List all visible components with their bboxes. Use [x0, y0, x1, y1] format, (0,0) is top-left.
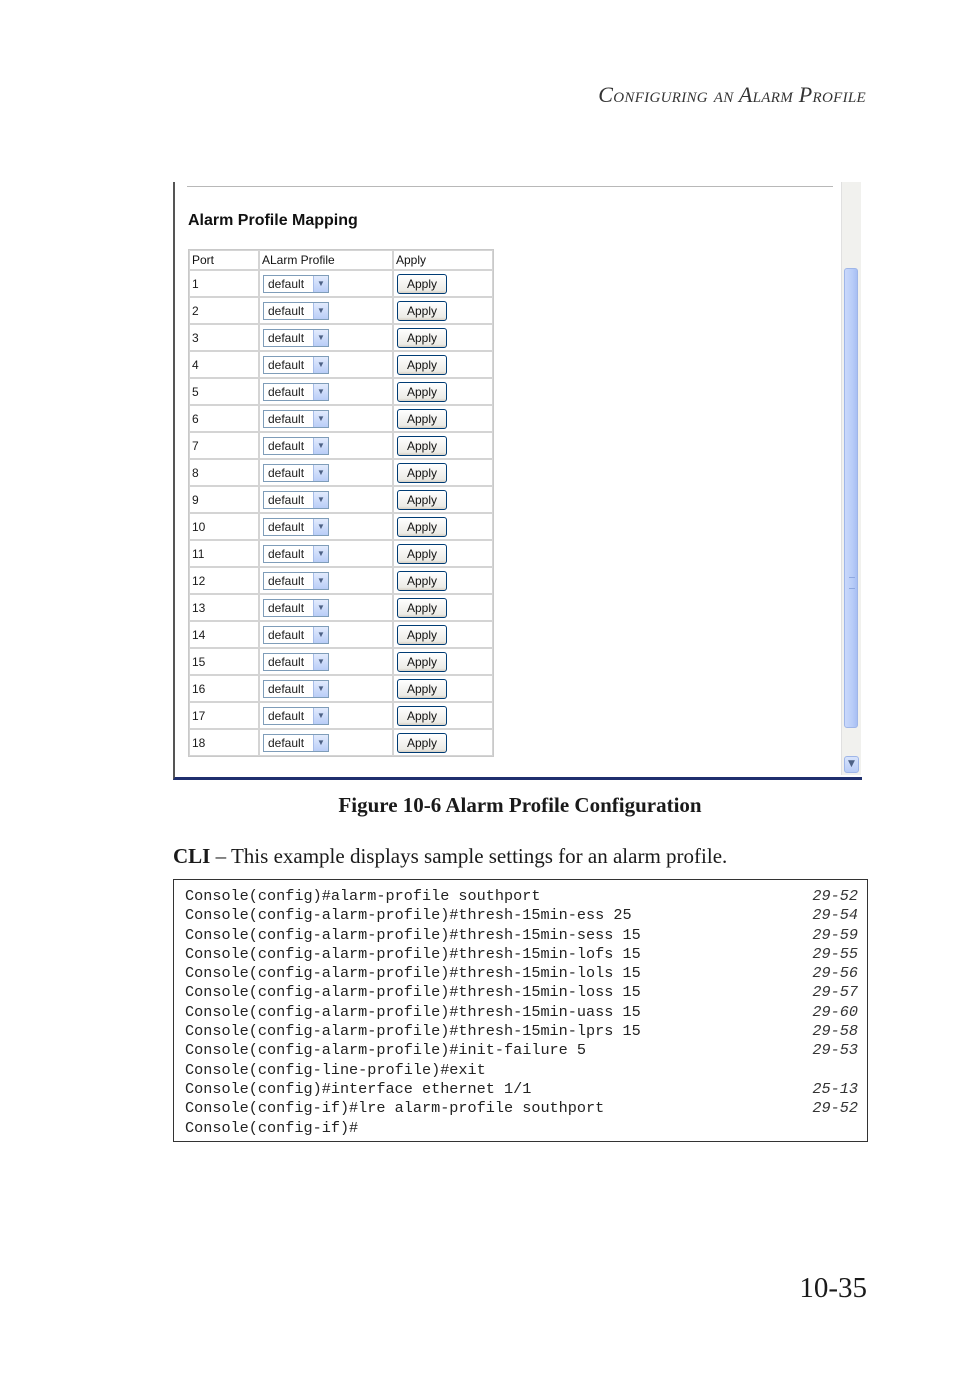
chevron-down-icon[interactable]: ▼	[313, 357, 328, 373]
apply-cell	[393, 486, 493, 513]
apply-cell	[393, 594, 493, 621]
table-row	[189, 378, 493, 405]
port-cell: 6	[189, 405, 259, 432]
alarm-profile-value: default	[268, 276, 305, 291]
alarm-profile-cell	[259, 702, 393, 729]
alarm-profile-value: default	[268, 492, 305, 507]
alarm-profile-cell	[259, 729, 393, 756]
scrollbar-grip	[849, 577, 855, 589]
cli-intro	[173, 844, 727, 869]
apply-button[interactable]: Apply	[397, 625, 447, 645]
divider	[187, 186, 833, 187]
chevron-down-icon[interactable]: ▼	[313, 654, 328, 670]
alarm-profile-value: default	[268, 708, 305, 723]
cli-reference: 25-13	[812, 1079, 858, 1098]
cli-line	[174, 1003, 867, 1022]
chevron-down-icon[interactable]: ▼	[313, 465, 328, 481]
chevron-down-icon[interactable]: ▼	[313, 519, 328, 535]
port-cell: 14	[189, 621, 259, 648]
vertical-scrollbar[interactable]	[841, 182, 861, 775]
table-row	[189, 513, 493, 540]
alarm-profile-select[interactable]	[263, 734, 329, 752]
alarm-profile-cell	[259, 324, 393, 351]
chevron-down-icon[interactable]: ▼	[313, 735, 328, 751]
chevron-down-icon[interactable]: ▼	[313, 384, 328, 400]
cli-line	[174, 926, 867, 945]
cli-line	[174, 906, 867, 925]
table-header-row	[189, 250, 493, 270]
alarm-profile-value: default	[268, 330, 305, 345]
alarm-profile-select[interactable]	[263, 410, 329, 428]
scrollbar-thumb[interactable]	[844, 268, 858, 728]
cli-reference: 29-52	[812, 887, 858, 905]
alarm-profile-cell	[259, 270, 393, 297]
apply-button[interactable]: Apply	[397, 598, 447, 618]
alarm-profile-value: default	[268, 519, 305, 534]
alarm-profile-select[interactable]	[263, 275, 329, 293]
cli-line	[174, 1099, 867, 1118]
cli-command: Console(config-alarm-profile)#thresh-15min-lofs 15	[185, 944, 641, 963]
cli-command: Console(config)#interface ethernet 1/1	[185, 1079, 532, 1098]
alarm-profile-value: default	[268, 654, 305, 669]
alarm-profile-value: default	[268, 303, 305, 318]
cli-line	[174, 1061, 867, 1080]
alarm-profile-cell	[259, 378, 393, 405]
panel-title: Alarm Profile Mapping	[188, 212, 358, 229]
table-row	[189, 702, 493, 729]
chevron-down-icon[interactable]: ▼	[313, 303, 328, 319]
table-row	[189, 351, 493, 378]
port-cell: 8	[189, 459, 259, 486]
alarm-profile-value: default	[268, 546, 305, 561]
apply-cell	[393, 567, 493, 594]
port-cell: 2	[189, 297, 259, 324]
table-row	[189, 729, 493, 756]
cli-line	[174, 945, 867, 964]
port-cell: 9	[189, 486, 259, 513]
alarm-profile-select[interactable]	[263, 572, 329, 590]
chevron-down-icon[interactable]: ▼	[313, 708, 328, 724]
apply-cell	[393, 621, 493, 648]
cli-line	[174, 1119, 867, 1138]
apply-cell	[393, 540, 493, 567]
cli-reference: 29-53	[812, 1041, 858, 1060]
chevron-down-icon[interactable]: ▼	[313, 411, 328, 427]
alarm-profile-select[interactable]	[263, 437, 329, 455]
table-row	[189, 432, 493, 459]
apply-button[interactable]: Apply	[397, 436, 447, 456]
cli-line	[174, 1080, 867, 1099]
port-cell: 13	[189, 594, 259, 621]
alarm-profile-value: default	[268, 735, 305, 750]
apply-cell	[393, 378, 493, 405]
alarm-profile-cell	[259, 405, 393, 432]
cli-intro-text: – This example displays sample settings for an alarm profile.	[210, 844, 728, 868]
alarm-profile-value: default	[268, 357, 305, 372]
alarm-profile-select[interactable]	[263, 545, 329, 563]
alarm-profile-select[interactable]	[263, 626, 329, 644]
port-cell: 3	[189, 324, 259, 351]
apply-button[interactable]: Apply	[397, 301, 447, 321]
cli-reference: 29-57	[812, 983, 858, 1002]
alarm-profile-cell	[259, 513, 393, 540]
apply-cell	[393, 459, 493, 486]
apply-cell	[393, 702, 493, 729]
alarm-profile-value: default	[268, 627, 305, 642]
table-row	[189, 621, 493, 648]
alarm-profile-select[interactable]	[263, 464, 329, 482]
apply-button[interactable]: Apply	[397, 409, 447, 429]
apply-cell	[393, 729, 493, 756]
alarm-profile-select[interactable]	[263, 356, 329, 374]
apply-button[interactable]: Apply	[397, 463, 447, 483]
port-cell: 16	[189, 675, 259, 702]
alarm-profile-value: default	[268, 573, 305, 588]
chevron-down-icon[interactable]: ▼	[313, 600, 328, 616]
table-row	[189, 405, 493, 432]
apply-button[interactable]: Apply	[397, 652, 447, 672]
column-header-alarm-profile: ALarm Profile	[259, 250, 393, 270]
alarm-profile-value: default	[268, 438, 305, 453]
alarm-profile-select[interactable]	[263, 599, 329, 617]
table-body	[189, 270, 493, 756]
page-number: 10-35	[799, 1272, 867, 1304]
chevron-down-icon[interactable]: ▼	[313, 627, 328, 643]
cli-code-block	[173, 879, 868, 1142]
alarm-profile-value: default	[268, 465, 305, 480]
cli-command: Console(config-alarm-profile)#thresh-15min-loss 15	[185, 983, 641, 1002]
cli-label: CLI	[173, 844, 211, 868]
chevron-down-icon[interactable]: ▼	[313, 438, 328, 454]
cli-reference: 29-59	[812, 925, 858, 944]
scroll-down-arrow-icon[interactable]: ▼	[844, 756, 859, 773]
apply-cell	[393, 432, 493, 459]
alarm-profile-cell	[259, 459, 393, 486]
port-cell: 18	[189, 729, 259, 756]
table-row	[189, 540, 493, 567]
cli-command: Console(config-alarm-profile)#thresh-15min-lols 15	[185, 964, 641, 983]
alarm-profile-cell	[259, 621, 393, 648]
cli-reference: 29-56	[812, 964, 858, 983]
apply-button[interactable]: Apply	[397, 355, 447, 375]
table-row	[189, 675, 493, 702]
alarm-profile-cell	[259, 351, 393, 378]
chevron-down-icon[interactable]: ▼	[313, 276, 328, 292]
apply-cell	[393, 675, 493, 702]
alarm-profile-select[interactable]	[263, 653, 329, 671]
table-row	[189, 270, 493, 297]
cli-command: Console(config-if)#lre alarm-profile southport	[185, 1099, 605, 1118]
cli-line	[174, 887, 867, 906]
port-cell: 1	[189, 270, 259, 297]
cli-command: Console(config)#alarm-profile southport	[185, 887, 541, 905]
port-cell: 11	[189, 540, 259, 567]
table-row	[189, 324, 493, 351]
apply-cell	[393, 513, 493, 540]
table-row	[189, 567, 493, 594]
chevron-down-icon[interactable]: ▼	[313, 681, 328, 697]
alarm-profile-value: default	[268, 681, 305, 696]
alarm-profile-value: default	[268, 411, 305, 426]
chevron-down-icon[interactable]: ▼	[313, 330, 328, 346]
cli-reference: 29-54	[812, 906, 858, 925]
chevron-down-icon[interactable]: ▼	[313, 546, 328, 562]
alarm-profile-select[interactable]	[263, 680, 329, 698]
port-cell: 12	[189, 567, 259, 594]
chevron-down-icon[interactable]: ▼	[313, 573, 328, 589]
cli-command: Console(config-if)#	[185, 1118, 359, 1137]
apply-cell	[393, 405, 493, 432]
port-cell: 4	[189, 351, 259, 378]
table-row	[189, 486, 493, 513]
alarm-profile-select[interactable]	[263, 329, 329, 347]
port-cell: 5	[189, 378, 259, 405]
table-row	[189, 459, 493, 486]
port-cell: 17	[189, 702, 259, 729]
alarm-profile-select[interactable]	[263, 383, 329, 401]
alarm-profile-cell	[259, 486, 393, 513]
alarm-profile-cell	[259, 567, 393, 594]
apply-button[interactable]: Apply	[397, 679, 447, 699]
figure-caption: Figure 10-6 Alarm Profile Configuration	[338, 793, 702, 817]
table-row	[189, 648, 493, 675]
port-cell: 7	[189, 432, 259, 459]
table-row	[189, 594, 493, 621]
apply-button[interactable]: Apply	[397, 382, 447, 402]
apply-button[interactable]: Apply	[397, 274, 447, 294]
apply-button[interactable]: Apply	[397, 328, 447, 348]
alarm-profile-select[interactable]	[263, 707, 329, 725]
alarm-profile-cell	[259, 594, 393, 621]
apply-button[interactable]: Apply	[397, 490, 447, 510]
alarm-profile-cell	[259, 648, 393, 675]
cli-reference: 29-58	[812, 1022, 858, 1041]
cli-reference: 29-55	[812, 944, 858, 963]
cli-line	[174, 964, 867, 983]
alarm-profile-value: default	[268, 600, 305, 615]
running-head: Configuring an Alarm Profile	[598, 82, 866, 107]
screenshot-figure	[173, 182, 862, 780]
alarm-profile-cell	[259, 297, 393, 324]
apply-button[interactable]: Apply	[397, 544, 447, 564]
cli-line	[174, 1022, 867, 1041]
apply-button[interactable]: Apply	[397, 706, 447, 726]
chevron-down-icon[interactable]: ▼	[313, 492, 328, 508]
apply-cell	[393, 351, 493, 378]
port-cell: 10	[189, 513, 259, 540]
alarm-profile-value: default	[268, 384, 305, 399]
column-header-port: Port	[189, 250, 259, 270]
alarm-profile-select[interactable]	[263, 491, 329, 509]
apply-cell	[393, 648, 493, 675]
port-cell: 15	[189, 648, 259, 675]
alarm-profile-cell	[259, 432, 393, 459]
cli-command: Console(config-alarm-profile)#thresh-15min-ess 25	[185, 906, 632, 925]
cli-command: Console(config-alarm-profile)#init-failure 5	[185, 1041, 587, 1060]
apply-button[interactable]: Apply	[397, 733, 447, 753]
cli-reference: 29-60	[812, 1002, 858, 1021]
table-row	[189, 297, 493, 324]
cli-command: Console(config-alarm-profile)#thresh-15min-lprs 15	[185, 1022, 641, 1041]
alarm-profile-select[interactable]	[263, 302, 329, 320]
cli-line	[174, 1041, 867, 1060]
cli-command: Console(config-line-profile)#exit	[185, 1060, 486, 1079]
cli-command: Console(config-alarm-profile)#thresh-15min-sess 15	[185, 925, 641, 944]
column-header-apply: Apply	[393, 250, 493, 270]
alarm-profile-cell	[259, 675, 393, 702]
alarm-profile-select[interactable]	[263, 518, 329, 536]
cli-line	[174, 983, 867, 1002]
alarm-profile-mapping-table	[188, 249, 494, 757]
cli-command: Console(config-alarm-profile)#thresh-15min-uass 15	[185, 1002, 641, 1021]
apply-cell	[393, 270, 493, 297]
apply-button[interactable]: Apply	[397, 517, 447, 537]
alarm-profile-cell	[259, 540, 393, 567]
apply-button[interactable]: Apply	[397, 571, 447, 591]
apply-cell	[393, 324, 493, 351]
apply-cell	[393, 297, 493, 324]
cli-reference: 29-52	[812, 1099, 858, 1118]
